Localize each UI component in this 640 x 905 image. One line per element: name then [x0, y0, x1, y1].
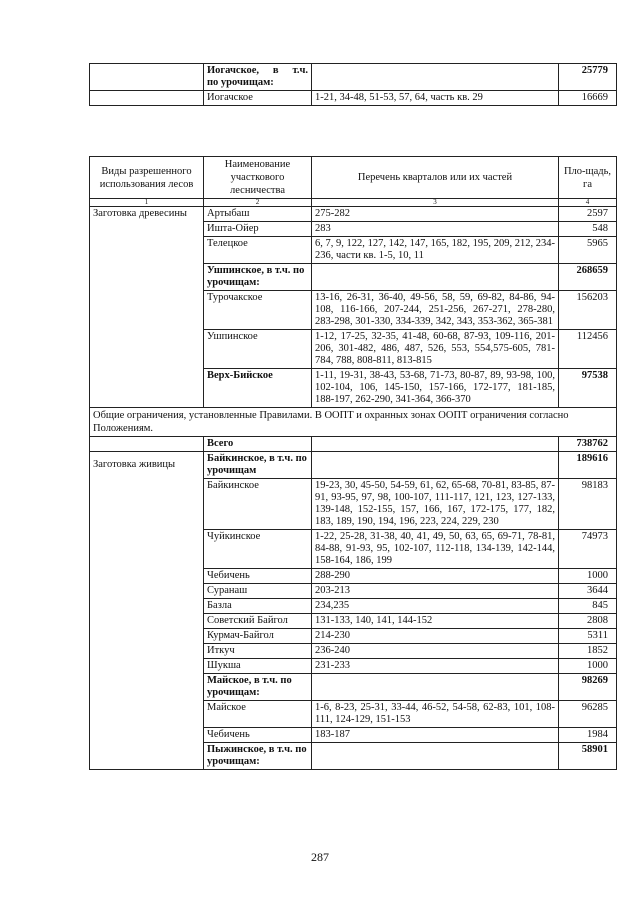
area-cell: 1000	[559, 659, 617, 674]
area-cell: 16669	[559, 91, 617, 106]
quarters-cell: 1-22, 25-28, 31-38, 40, 41, 49, 50, 63, 65, 69-71, 78-81, 84-88, 91-93, 95, 102-107, 112-118, 134-139, 142-144, 158-164, 186, 199	[312, 530, 559, 569]
quarters-cell: 131-133, 140, 141, 144-152	[312, 614, 559, 629]
forestry-name-cell: Советский Байгол	[204, 614, 312, 629]
quarters-cell: 1-6, 8-23, 25-31, 33-44, 46-52, 54-58, 62-83, 101, 108-111, 124-129, 151-153	[312, 701, 559, 728]
restrictions-note: Общие ограничения, установленные Правилами. В ООПТ и охранных зонах ООПТ ограничения согласно Положениям.	[90, 408, 617, 437]
section-timber-harvest	[90, 207, 617, 408]
area-cell: 1984	[559, 728, 617, 743]
area-cell: 98183	[559, 479, 617, 530]
quarters-cell	[312, 743, 559, 770]
note-row	[90, 408, 617, 437]
quarters-cell: 288-290	[312, 569, 559, 584]
table-top-fragment	[89, 63, 617, 106]
area-cell: 5965	[559, 237, 617, 264]
use-type-cell: Заготовка живицы	[90, 452, 204, 770]
area-cell: 156203	[559, 291, 617, 330]
forestry-name-cell: Майское, в т.ч. по урочищам:	[204, 674, 312, 701]
main-table	[89, 156, 617, 770]
area-cell: 5311	[559, 629, 617, 644]
table-header-row	[90, 157, 617, 199]
area-cell: 3644	[559, 584, 617, 599]
area-cell: 1000	[559, 569, 617, 584]
forestry-name-cell: Майское	[204, 701, 312, 728]
total-row	[90, 437, 617, 452]
area-cell: 189616	[559, 452, 617, 479]
area-cell: 98269	[559, 674, 617, 701]
table-row	[90, 64, 617, 91]
quarters-cell	[312, 452, 559, 479]
header-area: Пло-щадь, га	[559, 157, 617, 199]
area-cell: 845	[559, 599, 617, 614]
forestry-name-cell: Пыжинское, в т.ч. по урочищам:	[204, 743, 312, 770]
area-cell: 74973	[559, 530, 617, 569]
forestry-name-cell: Телецкое	[204, 237, 312, 264]
quarters-cell: 1-11, 19-31, 38-43, 53-68, 71-73, 80-87, 89, 93-98, 100, 102-104, 106, 145-150, 157-166, 172-177, 181-185, 188-197, 262-290, 341-364, 366-370	[312, 369, 559, 408]
area-cell: 112456	[559, 330, 617, 369]
forestry-name-cell: Байкинское, в т.ч. по урочищам	[204, 452, 312, 479]
forestry-name-cell: Артыбаш	[204, 207, 312, 222]
forestry-name-cell: Иткуч	[204, 644, 312, 659]
forestry-name-cell: Чуйкинское	[204, 530, 312, 569]
quarters-cell: 183-187	[312, 728, 559, 743]
total-value: 738762	[559, 437, 617, 452]
quarters-cell: 19-23, 30, 45-50, 54-59, 61, 62, 65-68, 70-81, 83-85, 87-91, 93-95, 97, 98, 100-107, 111-117, 121, 123, 127-133, 139-148, 152-155, 157, 166, 167, 172-175, 177, 182, 183, 189, 190, 194, 196, 223, 224, 229, 230	[312, 479, 559, 530]
forestry-name-cell: Ушпинское	[204, 330, 312, 369]
quarters-cell: 234,235	[312, 599, 559, 614]
quarters-cell	[312, 264, 559, 291]
area-cell: 268659	[559, 264, 617, 291]
forestry-name-cell: Ушпинское, в т.ч. по урочищам:	[204, 264, 312, 291]
forestry-name-cell: Иогачское, в т.ч. по урочищам:	[204, 64, 312, 91]
quarters-cell: 6, 7, 9, 122, 127, 142, 147, 165, 182, 195, 209, 212, 234-236, части кв. 1-5, 10, 11	[312, 237, 559, 264]
area-cell: 25779	[559, 64, 617, 91]
quarters-cell: 1-12, 17-25, 32-35, 41-48, 60-68, 87-93, 109-116, 201-206, 301-482, 486, 487, 526, 553, 554,575-605, 781-784, 788, 808-811, 813-815	[312, 330, 559, 369]
use-type-cell: Заготовка древесины	[90, 207, 204, 408]
area-cell: 97538	[559, 369, 617, 408]
quarters-cell: 236-240	[312, 644, 559, 659]
forestry-name-cell: Курмач-Байгол	[204, 629, 312, 644]
quarters-cell: 1-21, 34-48, 51-53, 57, 64, часть кв. 29	[312, 91, 559, 106]
table-row	[90, 91, 617, 106]
forestry-name-cell: Чебичень	[204, 728, 312, 743]
area-cell: 548	[559, 222, 617, 237]
quarters-cell: 214-230	[312, 629, 559, 644]
area-cell: 2597	[559, 207, 617, 222]
section-resin-harvest	[90, 452, 617, 770]
area-cell: 2808	[559, 614, 617, 629]
area-cell: 96285	[559, 701, 617, 728]
area-cell: 1852	[559, 644, 617, 659]
forestry-name-cell: Иогачское	[204, 91, 312, 106]
column-number-row: 1 2 3 4	[90, 199, 617, 207]
forestry-name-cell: Байкинское	[204, 479, 312, 530]
quarters-cell: 283	[312, 222, 559, 237]
page-number: 287	[311, 850, 329, 864]
forestry-name-cell: Суранаш	[204, 584, 312, 599]
quarters-cell: 13-16, 26-31, 36-40, 49-56, 58, 59, 69-82, 84-86, 94-108, 116-166, 207-244, 251-256, 267-271, 278-280, 283-298, 301-330, 334-339, 342, 343, 353-362, 365-381	[312, 291, 559, 330]
forestry-name-cell: Шукша	[204, 659, 312, 674]
header-use-type: Виды разрешенного использования лесов	[90, 157, 204, 199]
forestry-name-cell: Чебичень	[204, 569, 312, 584]
header-forestry-name: Наименование участкового лесничества	[204, 157, 312, 199]
forestry-name-cell: Ишта-Ойер	[204, 222, 312, 237]
table-row	[90, 207, 617, 222]
quarters-cell: 203-213	[312, 584, 559, 599]
forestry-name-cell: Базла	[204, 599, 312, 614]
forestry-name-cell: Верх-Бийское	[204, 369, 312, 408]
quarters-cell: 275-282	[312, 207, 559, 222]
area-cell: 58901	[559, 743, 617, 770]
quarters-cell	[312, 674, 559, 701]
header-quarters: Перечень кварталов или их частей	[312, 157, 559, 199]
quarters-cell: 231-233	[312, 659, 559, 674]
table-row	[90, 452, 617, 479]
forestry-name-cell: Турочакское	[204, 291, 312, 330]
total-label: Всего	[204, 437, 312, 452]
